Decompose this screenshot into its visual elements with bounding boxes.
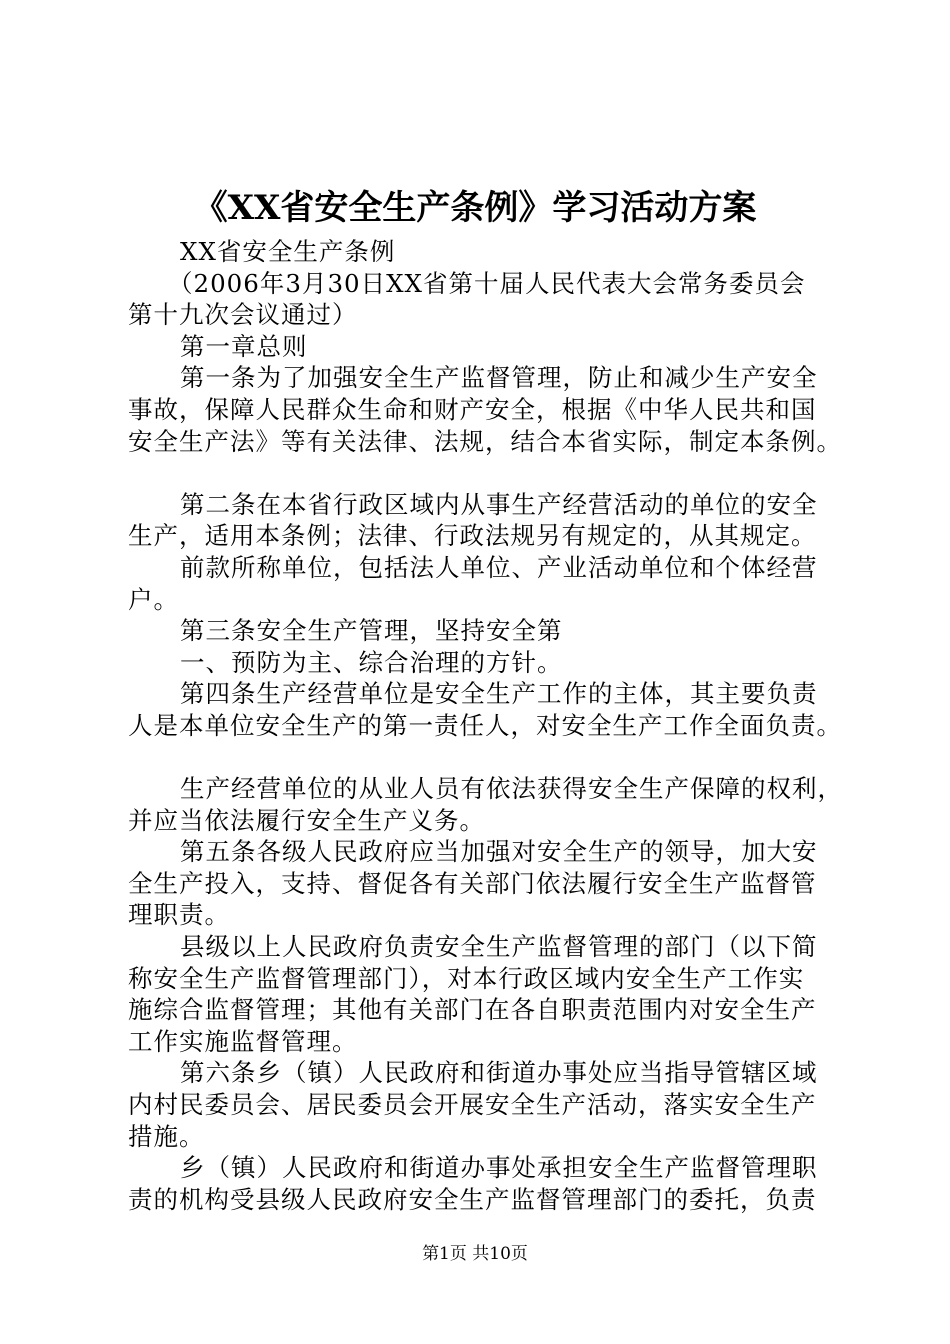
document-line: 生产，适用本条例；法律、行政法规另有规定的，从其规定。 <box>128 521 817 551</box>
document-line: （2006年3月30日XX省第十届人民代表大会常务委员会 <box>168 268 806 298</box>
document-line: 县级以上人民政府负责安全生产监督管理的部门（以下简 <box>180 932 818 962</box>
document-line: 工作实施监督管理。 <box>128 1026 358 1056</box>
document-line: 第五条各级人民政府应当加强对安全生产的领导，加大安 <box>180 837 818 867</box>
document-line: 前款所称单位，包括法人单位、产业活动单位和个体经营 <box>180 552 818 582</box>
document-title: 《XX省安全生产条例》学习活动方案 <box>193 188 757 228</box>
document-line: 第一条为了加强安全生产监督管理，防止和减少生产安全 <box>180 363 818 393</box>
document-line <box>128 742 844 774</box>
document-line <box>128 457 844 489</box>
document-line: 安全生产法》等有关法律、法规，结合本省实际，制定本条例。 <box>128 426 842 456</box>
document-line: 第六条乡（镇）人民政府和街道办事处应当指导管辖区域 <box>180 1058 818 1088</box>
document-line: 户。 <box>128 584 179 614</box>
document-line: 人是本单位安全生产的第一责任人，对安全生产工作全面负责。 <box>128 710 842 740</box>
document-line: 内村民委员会、居民委员会开展安全生产活动，落实安全生产 <box>128 1090 817 1120</box>
document-line: 生产经营单位的从业人员有依法获得安全生产保障的权利， <box>180 774 843 804</box>
document-line: 第十九次会议通过） <box>128 300 358 330</box>
document-line: 理职责。 <box>128 900 230 930</box>
document-line: 措施。 <box>128 1121 205 1151</box>
document-line: 责的机构受县级人民政府安全生产监督管理部门的委托，负责 <box>128 1184 817 1214</box>
document-line: 施综合监督管理；其他有关部门在各自职责范围内对安全生产 <box>128 995 817 1025</box>
document-line: 称安全生产监督管理部门），对本行政区域内安全生产工作实 <box>128 963 805 993</box>
document-body <box>128 236 844 1215</box>
document-line: 第四条生产经营单位是安全生产工作的主体，其主要负责 <box>180 679 818 709</box>
document-line: 第二条在本省行政区域内从事生产经营活动的单位的安全 <box>180 489 818 519</box>
document-line: 并应当依法履行安全生产义务。 <box>128 805 485 835</box>
document-line: 一、预防为主、综合治理的方针。 <box>180 647 563 677</box>
document-line: 第一章总则 <box>180 331 308 361</box>
document-line: 第三条安全生产管理，坚持安全第 <box>180 616 563 646</box>
document-line: 乡（镇）人民政府和街道办事处承担安全生产监督管理职 <box>180 1153 818 1183</box>
document-line: 全生产投入，支持、督促各有关部门依法履行安全生产监督管 <box>128 868 817 898</box>
document-line: 事故，保障人民群众生命和财产安全，根据《中华人民共和国 <box>128 394 817 424</box>
document-line: XX省安全生产条例 <box>180 237 396 266</box>
page-footer: 第1页 共10页 <box>422 1244 528 1264</box>
